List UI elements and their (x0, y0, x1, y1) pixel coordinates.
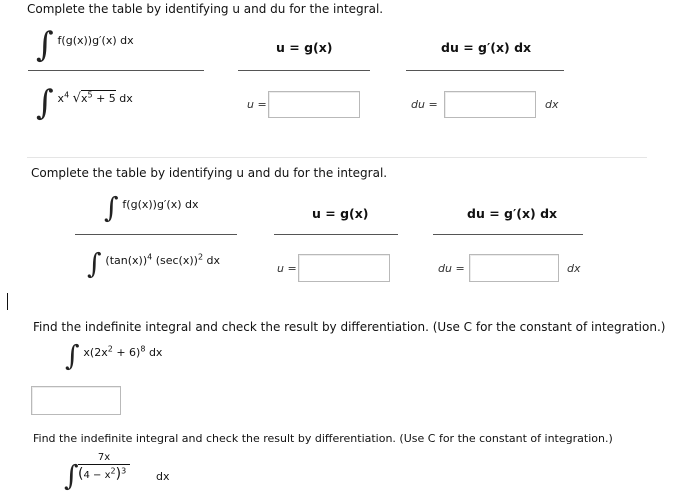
problem1-u-label: u = (247, 98, 267, 111)
header-integrand: f(g(x))g′(x) dx (57, 34, 134, 47)
problem2-header-integral (104, 191, 199, 224)
integrand-dx: dx (119, 92, 133, 105)
integral-sign-icon: ∫ (87, 247, 102, 280)
integrand-dx: dx (156, 470, 170, 483)
problem2-prompt: Complete the table by identifying u and du for the integral. (31, 166, 388, 180)
problem1-dx-suffix: dx (545, 98, 559, 111)
problem1-u-input[interactable] (268, 91, 360, 118)
integrand-sec: (sec(x)) (155, 254, 198, 267)
radicand-tail: + 5 (96, 92, 116, 105)
header-rule (433, 234, 583, 235)
denominator-base: 4 − x (83, 470, 111, 481)
problem2-header-du: du = g′(x) dx (467, 206, 558, 221)
integrand-base: x (57, 92, 65, 105)
problem3-answer-input[interactable] (31, 386, 121, 415)
integrand-exponent: 4 (64, 90, 70, 100)
problem3-prompt: Find the indefinite integral and check the result by differentiation. (Use C for the constant of integration.) (33, 320, 666, 334)
header-integrand: f(g(x))g′(x) dx (122, 198, 199, 211)
problem2-dx-suffix: dx (567, 262, 581, 275)
header-rule (274, 234, 398, 235)
text-cursor-icon (7, 293, 8, 310)
header-rule (28, 70, 204, 71)
problem2-du-label: du = (438, 262, 465, 275)
fraction-numerator: 7x (97, 452, 111, 463)
integral-sign-icon: ∫ (64, 459, 79, 492)
integrand-part-a: x(2x (83, 346, 108, 359)
integrand-dx: dx (206, 254, 221, 267)
problem1-du-label: du = (411, 98, 438, 111)
integral-sign-icon: ∫ (65, 339, 80, 372)
problem1-header-du: du = g′(x) dx (441, 40, 532, 55)
radicand-base: x (80, 92, 88, 105)
problem1-header-integral (36, 25, 134, 65)
integrand-part-a-exponent: 2 (107, 344, 113, 354)
problem3-integral (65, 339, 163, 372)
integrand-dx: dx (148, 346, 163, 359)
radicand-exponent: 5 (87, 90, 93, 100)
integral-sign-icon: ∫ (104, 191, 119, 224)
problem2-u-label: u = (277, 262, 297, 275)
integrand-part-b-exponent: 8 (140, 344, 146, 354)
paren-open-icon: ( (78, 466, 84, 482)
problem1-prompt: Complete the table by identifying u and du for the integral. (27, 2, 384, 16)
integral-sign-icon: ∫ (36, 83, 54, 123)
problem2-integral (87, 247, 221, 280)
integral-sign-icon: ∫ (36, 25, 54, 65)
problem1-integral (36, 83, 133, 123)
header-rule (406, 70, 564, 71)
sqrt-icon: √ (72, 91, 81, 106)
paren-close-icon: ) (115, 466, 122, 482)
integrand-sec-exponent: 2 (197, 252, 204, 262)
header-rule (238, 70, 370, 71)
denominator-inner-exponent: 2 (110, 466, 116, 476)
section-divider (27, 157, 647, 158)
problem4-prompt: Find the indefinite integral and check the result by differentiation. (Use C for the constant of integration.) (33, 432, 613, 445)
header-rule (75, 234, 237, 235)
integrand-tan: (tan(x)) (105, 254, 148, 267)
integrand-part-b: + 6) (116, 346, 141, 359)
fraction-bar (78, 464, 130, 465)
integrand-tan-exponent: 4 (147, 252, 153, 262)
problem2-u-input[interactable] (298, 254, 390, 282)
denominator-outer-exponent: 3 (121, 466, 127, 476)
problem2-du-input[interactable] (469, 254, 559, 282)
problem2-header-u: u = g(x) (312, 206, 369, 221)
problem1-header-u: u = g(x) (276, 40, 333, 55)
problem1-du-input[interactable] (444, 91, 536, 118)
